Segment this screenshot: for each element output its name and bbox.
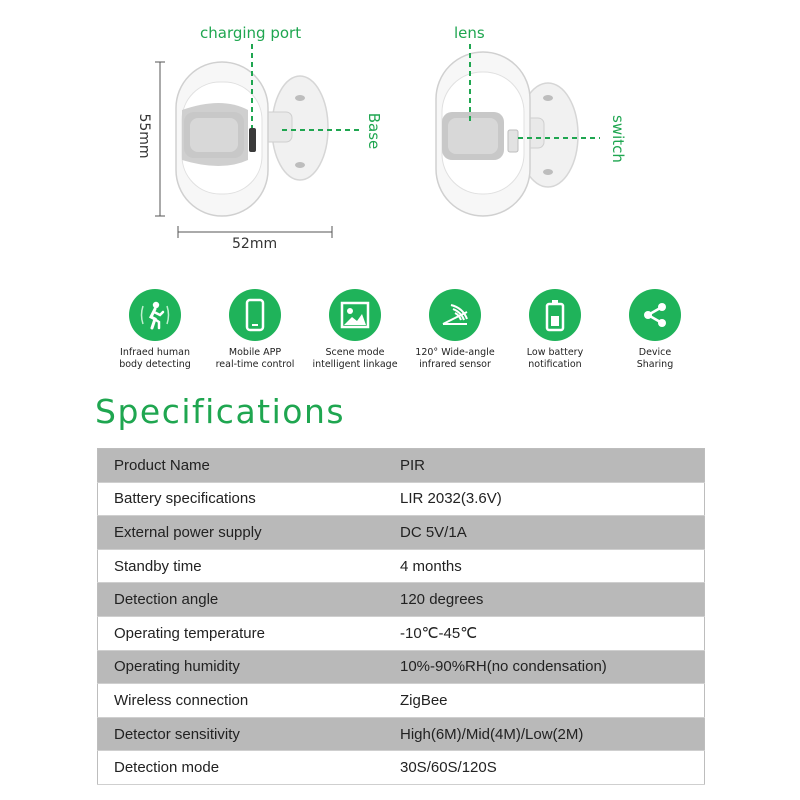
spec-value: -10℃-45℃ (400, 616, 705, 650)
feature-label: Mobile APP real-time control (215, 347, 295, 370)
spec-value: High(6M)/Mid(4M)/Low(2M) (400, 717, 705, 751)
sensor-base-left (262, 76, 328, 180)
table-row (98, 449, 705, 483)
spec-value: 120 degrees (400, 583, 705, 617)
spec-value: 4 months (400, 549, 705, 583)
spec-name: External power supply (98, 516, 401, 550)
spec-name: Operating temperature (98, 616, 401, 650)
callout-base: Base (365, 112, 383, 150)
share-icon (629, 289, 681, 341)
smartphone-icon (229, 289, 281, 341)
spec-name: Detector sensitivity (98, 717, 401, 751)
feature-infrared-detecting (100, 289, 210, 371)
table-row (98, 717, 705, 751)
spec-value: PIR (400, 449, 705, 483)
callout-charging-port: charging port (200, 24, 302, 42)
dimension-height-label: 55mm (136, 113, 152, 159)
spec-name: Battery specifications (98, 482, 401, 516)
spec-name: Detection angle (98, 583, 401, 617)
table-row (98, 616, 705, 650)
spec-value: DC 5V/1A (400, 516, 705, 550)
specifications-table (97, 448, 705, 785)
product-illustration (0, 0, 800, 270)
feature-label: Low battery notification (526, 347, 584, 370)
feature-device-sharing (600, 289, 710, 371)
feature-label: Device Sharing (636, 347, 674, 370)
table-row (98, 650, 705, 684)
spec-value: ZigBee (400, 684, 705, 718)
spec-value: 30S/60S/120S (400, 751, 705, 785)
spec-name: Detection mode (98, 751, 401, 785)
sensor-body-right (436, 52, 530, 216)
spec-value: 10%-90%RH(no condensation) (400, 650, 705, 684)
feature-mobile-app (200, 289, 310, 371)
walking-person-icon (129, 289, 181, 341)
feature-label: Infraed human body detecting (119, 347, 191, 370)
feature-scene-mode (300, 289, 410, 371)
spec-name: Standby time (98, 549, 401, 583)
battery-icon (529, 289, 581, 341)
feature-label: 120° Wide-angle infrared sensor (415, 347, 495, 370)
spec-value: LIR 2032(3.6V) (400, 482, 705, 516)
wide-angle-sensor-icon (429, 289, 481, 341)
feature-low-battery (500, 289, 610, 371)
feature-wide-angle-sensor (400, 289, 510, 371)
specifications-title: Specifications (95, 392, 346, 431)
table-row (98, 751, 705, 785)
table-row (98, 482, 705, 516)
picture-icon (329, 289, 381, 341)
table-row (98, 516, 705, 550)
table-row (98, 549, 705, 583)
feature-label: Scene mode intelligent linkage (312, 347, 398, 370)
table-row (98, 583, 705, 617)
table-row (98, 684, 705, 718)
callout-lens: lens (454, 24, 485, 42)
spec-name: Operating humidity (98, 650, 401, 684)
spec-name: Wireless connection (98, 684, 401, 718)
callout-switch: switch (609, 115, 627, 163)
spec-name: Product Name (98, 449, 401, 483)
sensor-body-left (176, 62, 268, 216)
dimension-width-label: 52mm (232, 236, 278, 252)
